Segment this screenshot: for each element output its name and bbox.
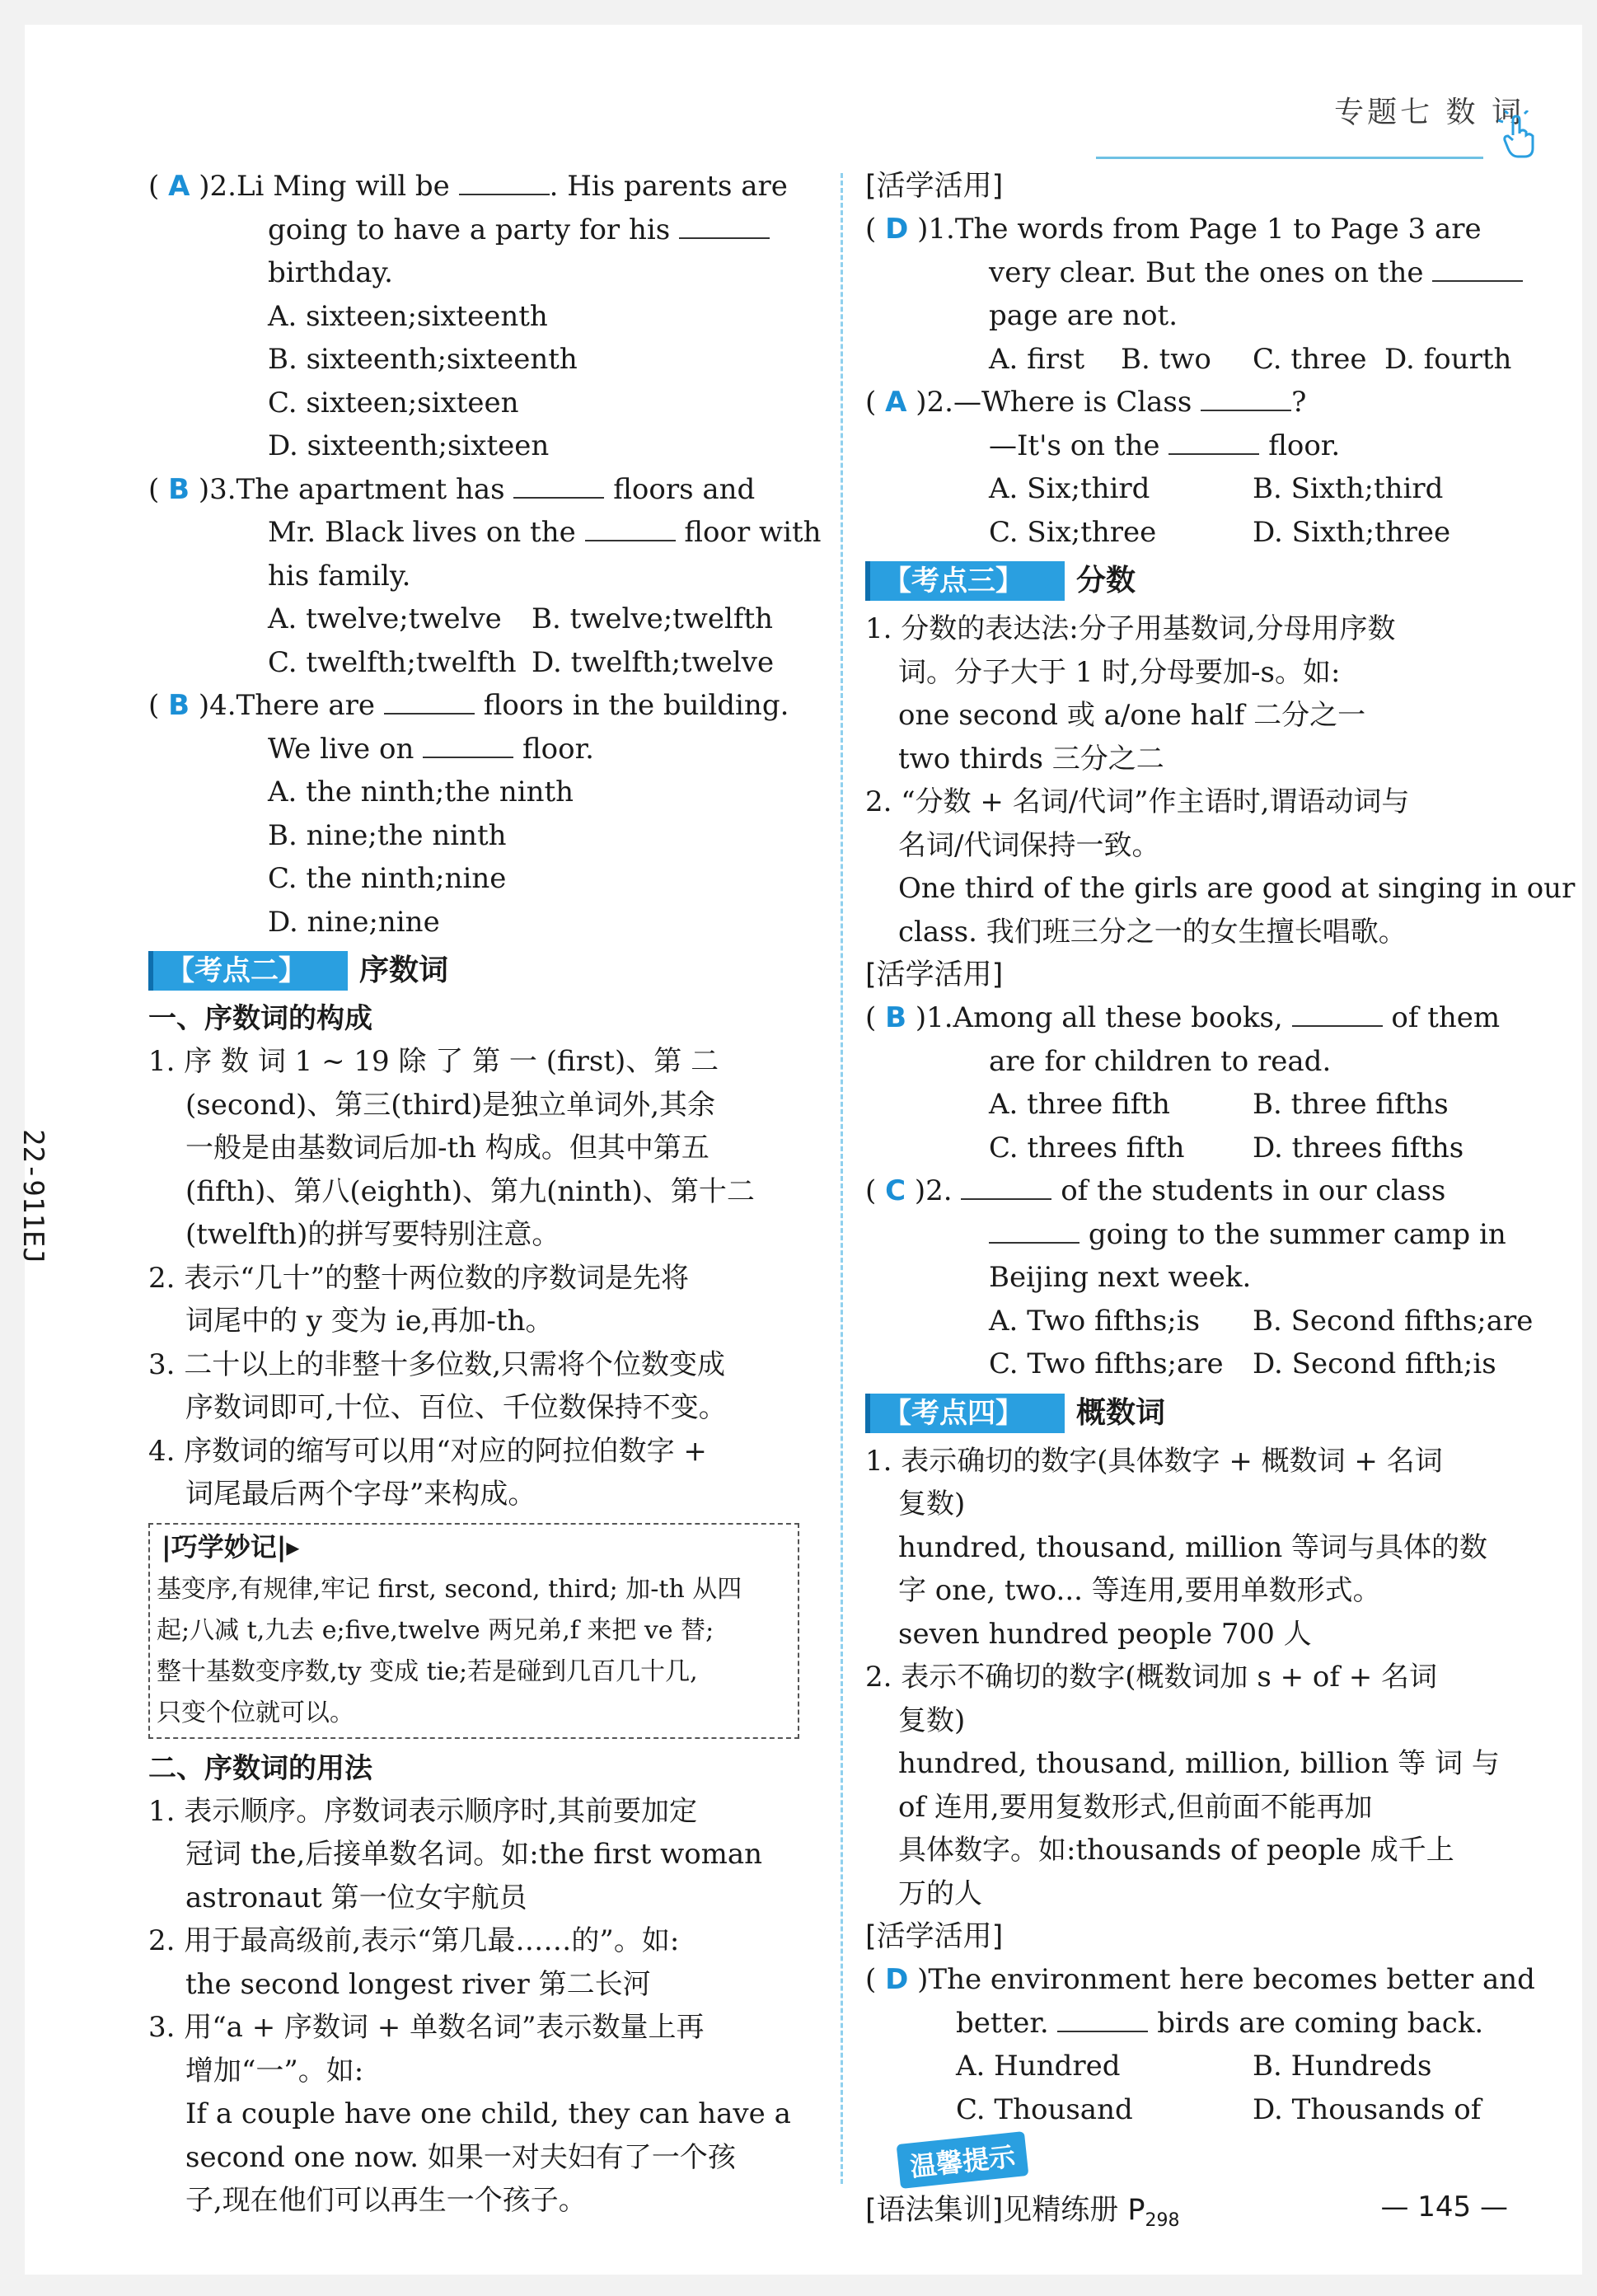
blank xyxy=(1201,409,1291,411)
practice-label: [活学活用] xyxy=(865,1920,1004,1953)
answer-mark: B xyxy=(885,1001,906,1034)
memory-tip-box: |巧学妙记|▸ 基变序,有规律,牢记 first, second, third; 加-th 从四 起;八减 t,九去 e;five,twelve 两兄弟,f 来把 ve 替; 整十基数变序数,ty 变成 tie;若是碰到几百几十几, 只变个位就可以。 xyxy=(148,1523,799,1739)
option: B. nine;the ninth xyxy=(268,818,507,852)
option: D. nine;nine xyxy=(268,905,440,939)
practice-question-3: ( B )1.Among all these books, of them are for children to read. A. three fifth B. three fifths C. threes fifth D. threes fifths xyxy=(865,996,1533,1169)
answer-mark: D xyxy=(885,1963,909,1996)
option: A. first xyxy=(989,342,1085,376)
option: C. sixteen;sixteen xyxy=(268,386,519,419)
option: D. Thousands of xyxy=(1253,2092,1482,2126)
option: B. two xyxy=(1121,342,1211,376)
option: A. three fifth xyxy=(989,1088,1170,1121)
blank xyxy=(989,1241,1079,1244)
left-column xyxy=(148,165,822,2223)
option: C. three xyxy=(1253,342,1367,376)
option: A. twelve;twelve xyxy=(268,602,502,635)
answer-mark: D xyxy=(885,213,909,246)
blank xyxy=(423,756,513,758)
running-header: 专题七 数 词 xyxy=(1334,96,1524,129)
practice-label: [活学活用] xyxy=(865,170,1004,203)
section-heading-4: 【考点四】 概数词 xyxy=(865,1388,1533,1438)
option: B. Sixth;third xyxy=(1253,472,1444,505)
section-badge: 【考点四】 xyxy=(865,1394,1065,1433)
option: D. sixteenth;sixteen xyxy=(268,429,550,462)
warm-tip-badge: 温馨提示 xyxy=(897,2131,1029,2189)
option: B. sixteenth;sixteenth xyxy=(268,343,578,376)
option: A. the ninth;the ninth xyxy=(268,775,574,808)
footer-reference: [语法集训]见精练册 $P_{298}$ xyxy=(865,2194,1180,2231)
question-2: ( A )2.Li Ming will be . His parents are going to have a party for his birthday. A. sixteen;sixteenth B. sixteenth;sixteenth C. sixteen;sixteen D. sixteenth;sixteen xyxy=(148,165,808,468)
section-3-list: 1. 分数的表达法:分子用基数词,分母用序数 词。分子大于 1 时,分母要加-s。如: one second 或 a/one half 二分之一 two thirds 三分之二 2. “分数 + 名词/代词”作主语时,谓语动词与 名词/代词保持一致。 One third of the girls are good at singing in our class. 我们班三分之一的女生擅长唱歌。 xyxy=(865,612,1576,949)
option: D. fourth xyxy=(1384,342,1512,376)
blank xyxy=(459,193,550,195)
practice-question-2: ( A )2.—Where is Class ? —It's on the floor. A. Six;third B. Sixth;third C. Six;three D. Sixth;three xyxy=(865,381,1533,554)
blank xyxy=(1432,279,1523,282)
memory-tip-title: |巧学妙记|▸ xyxy=(157,1526,304,1567)
blank xyxy=(1292,1024,1383,1027)
answer-mark: B xyxy=(168,472,190,506)
option: D. Second fifth;is xyxy=(1253,1347,1496,1380)
option: B. three fifths xyxy=(1253,1088,1449,1121)
option: C. Six;three xyxy=(989,515,1157,549)
page-number: — 145 — xyxy=(1380,2191,1508,2223)
section-heading-3: 【考点三】 分数 xyxy=(865,555,1533,606)
answer-mark: C xyxy=(885,1174,906,1207)
option: A. Two fifths;is xyxy=(989,1304,1201,1338)
question-4: ( B )4.There are floors in the building. We live on floor. A. the ninth;the ninth B. nine;the ninth C. the ninth;nine D. nine;nine xyxy=(148,684,808,944)
option: C. threes fifth xyxy=(989,1131,1185,1164)
option: D. threes fifths xyxy=(1253,1131,1464,1164)
right-column xyxy=(865,165,1576,2242)
option: C. Two fifths;are xyxy=(989,1347,1224,1380)
section-heading-2: 【考点二】 序数词 xyxy=(148,945,808,996)
option: B. Hundreds xyxy=(1253,2050,1432,2083)
blank xyxy=(513,496,604,499)
answer-mark: A xyxy=(885,386,907,419)
practice-question-5: ( D )The environment here becomes better and better. birds are coming back. A. Hundred B. Hundreds C. Thousand D. Thousands of xyxy=(865,1958,1533,2131)
option: A. Hundred xyxy=(956,2050,1121,2083)
option: D. Sixth;three xyxy=(1253,515,1451,549)
option: A. sixteen;sixteenth xyxy=(268,299,548,333)
part-2-title: 二、序数词的用法 xyxy=(148,1751,372,1785)
blank xyxy=(585,539,676,541)
hand-pointer-icon xyxy=(1496,110,1539,160)
blank xyxy=(384,712,475,715)
part-1-list: 1. 序 数 词 1 ~ 19 除 了 第 一 (first)、第 二 (second)、第三(third)是独立单词外,其余 一般是由基数词后加-th 构成。但其中第五 (fifth)、第八(eighth)、第九(ninth)、第十二 (twelfth)的拼写要特别注意。 2. 表示“几十”的整十两位数的序数词是先将 词尾中的 y 变为 ie,再加-th。 3. 二十以上的非整十多位数,只需将个位数变成 序数词即可,十位、百位、千位数保持不变。 4. 序数词的缩写可以用“对应的阿拉伯数字 + 词尾最后两个字母”来构成。 xyxy=(148,1045,755,1511)
part-1-title: 一、序数词的构成 xyxy=(148,1002,372,1035)
section-badge: 【考点二】 xyxy=(148,951,348,991)
option: C. Thousand xyxy=(956,2092,1133,2126)
section-4-list: 1. 表示确切的数字(具体数字 + 概数词 + 名词 复数) hundred, thousand, million 等词与具体的数 字 one, two... 等连用,要用单数形式。 seven hundred people 700 人 2. 表示不确切的数字(概数词加 s + of + 名词 复数) hundred, thousand, million, billion 等 词 与 of 连用,要用复数形式,但前面不能再加 具体数字。如:thousands of people 成千上 万的人 xyxy=(865,1444,1500,1910)
answer-mark: B xyxy=(168,689,190,722)
option: B. Second fifths;are xyxy=(1253,1304,1534,1338)
blank xyxy=(1168,452,1259,455)
practice-question-4: ( C )2. of the students in our class going to the summer camp in Beijing next week. A. Two fifths;is B. Second fifths;are C. Two fifths;are D. Second fifth;is xyxy=(865,1169,1533,1386)
blank xyxy=(1057,2030,1148,2032)
practice-question-1: ( D )1.The words from Page 1 to Page 3 are very clear. But the ones on the page are not. A. first B. two C. three D. fourth xyxy=(865,208,1533,381)
part-2-list: 1. 表示顺序。序数词表示顺序时,其前要加定 冠词 the,后接单数名词。如:the first woman astronaut 第一位女宇航员 2. 用于最高级前,表示“第几最……的”。如: the second longest river 第二长河 3. 用“a + 序数词 + 单数名词”表示数量上再 增加“一”。如: If a couple have one child, they can have a second one now. 如果一对夫妇有了一个孩 子,现在他们可以再生一个孩子。 xyxy=(148,1794,791,2217)
answer-mark: A xyxy=(168,170,190,203)
option: D. twelfth;twelve xyxy=(532,645,775,679)
side-code: 22-911EJ xyxy=(16,1129,49,1264)
page xyxy=(16,25,1582,2275)
practice-label: [活学活用] xyxy=(865,958,1004,991)
section-badge: 【考点三】 xyxy=(865,561,1065,601)
option: C. twelfth;twelfth xyxy=(268,645,517,679)
option: A. Six;third xyxy=(989,472,1150,505)
column-divider xyxy=(841,173,843,2184)
option: B. twelve;twelfth xyxy=(532,602,774,635)
question-3: ( B )3.The apartment has floors and Mr. Black lives on the floor with his family. A. twelve;twelve B. twelve;twelfth C. twelfth;twelfth D. twelfth;twelve xyxy=(148,468,808,685)
blank xyxy=(961,1197,1051,1200)
blank xyxy=(679,237,770,239)
option: C. the ninth;nine xyxy=(268,862,507,895)
header-rule xyxy=(1096,157,1483,159)
